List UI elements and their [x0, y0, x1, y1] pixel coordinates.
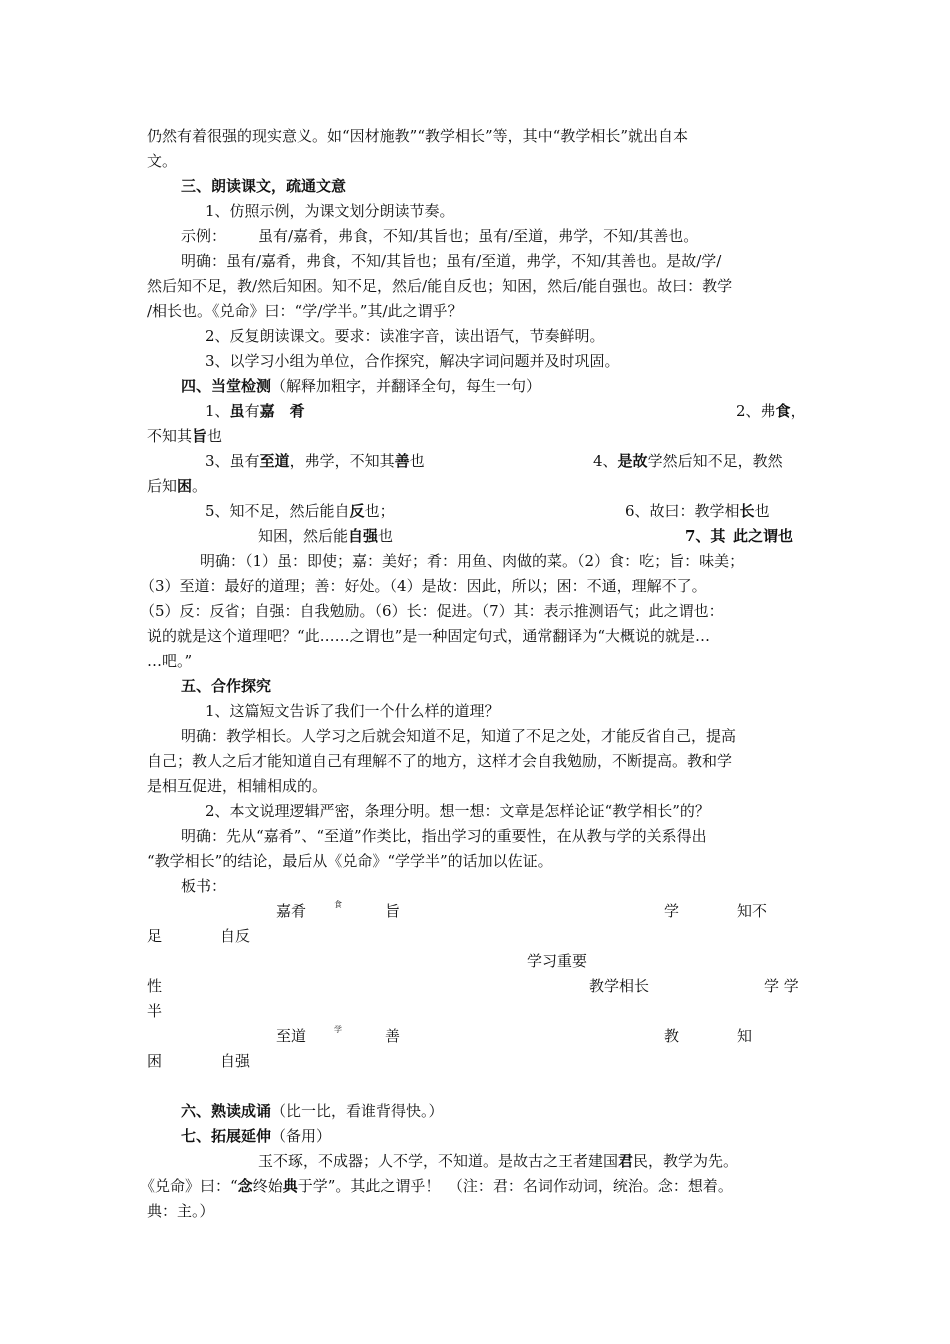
board-jiayao: 嘉肴: [276, 902, 307, 920]
s3-item-3: 3、以学习小组为单位，合作探究，解决字词问题并及时巩固。: [205, 352, 620, 370]
s5-question-2: 2、本文说理逻辑严密，条理分明。想一想：文章是怎样论证“教学相长”的？: [205, 802, 710, 820]
q5-bold-fan: 反: [349, 502, 365, 520]
board-zhi-know: 知: [737, 1027, 753, 1045]
q6-cont-ye: 也: [378, 527, 394, 545]
question-6: [625, 501, 770, 521]
q4-number: 4、: [593, 452, 618, 470]
question-5: [205, 501, 395, 521]
s4-answer-line-3: （5）反：反省；自强：自我勉励。（6）长：促进。（7）其：表示推测语气；此之谓也：: [140, 602, 724, 620]
q3-bold-shan: 善: [394, 452, 410, 470]
board-xing: 性: [147, 977, 163, 995]
section-7-note: （备用）: [271, 1127, 332, 1145]
s3-answer-line-2: 然后知不足，教/然后知困。知不足，然后/能自反也；知困，然后/能自强也。故曰：教学: [147, 277, 733, 295]
board-small-shi: 食: [334, 900, 342, 909]
board-zhi: 旨: [385, 902, 401, 920]
q5-text: 5、知不足，然后能自: [205, 502, 350, 520]
board-jiaoxue-xiangzhang: 教学相长: [589, 977, 650, 995]
board-shan: 善: [385, 1027, 401, 1045]
board-xue: 学: [664, 902, 680, 920]
board-ziqiang: 自强: [220, 1052, 251, 1070]
s7-line-1: [258, 1151, 738, 1171]
q4-cont-text: 后知: [147, 477, 178, 495]
s3-item-2: 2、反复朗读课文。要求：读准字音，读出语气，节奏鲜明。: [205, 327, 605, 345]
s7-l2-mid: 终始: [252, 1177, 283, 1195]
q3-ye: 也: [409, 452, 425, 470]
q4-text: 学然后知不足，教然: [647, 452, 783, 470]
s3-answer-line-1: 明确：虽有/嘉肴，弗食，不知/其旨也；虽有/至道，弗学，不知/其善也。是故/学/: [181, 252, 722, 270]
q3-text: 3、虽有: [205, 452, 260, 470]
board-label: 板书：: [181, 877, 227, 895]
board-small-xue: 学: [334, 1025, 342, 1034]
q6-ye: 也: [754, 502, 770, 520]
q6-bold-zhang: 长: [739, 502, 755, 520]
q1-bold-yao: 肴: [289, 402, 305, 420]
s4-answer-line-2: （3）至道：最好的道理；善：好处。（4）是故：因此，所以；困：不通，理解不了。: [140, 577, 707, 595]
q3-text-2: ，弗学，不知其: [289, 452, 395, 470]
question-3: [205, 451, 425, 471]
q2-text: 2、弗: [736, 402, 776, 420]
s3-answer-line-3: /相长也。《兑命》曰：“学/学半。”其/此之谓乎？: [147, 302, 463, 320]
question-6-cont: [258, 526, 393, 546]
q5-end: 也；: [364, 502, 395, 520]
s4-answer-line-1: 明确：（1）虽：即使；嘉：美好；肴：用鱼、肉做的菜。（2）食：吃；旨：味美；: [200, 552, 745, 570]
section-3-heading: 三、朗读课文，疏通文意: [181, 177, 347, 195]
q1-you: 有: [244, 402, 260, 420]
section-7-heading: 七、拓展延伸: [181, 1127, 272, 1145]
board-ban: 半: [147, 1002, 163, 1020]
s5-answer-1-line-2: 自己；教人之后才能知道自己有理解不了的地方，这样才会自我勉励，不断提高。教和学: [147, 752, 733, 770]
s5-answer-2-line-1: 明确：先从“嘉肴”、“至道”作类比，指出学习的重要性，在从教与学的关系得出: [181, 827, 707, 845]
s7-line-2: [140, 1176, 733, 1196]
q1-bold-jia: 嘉: [259, 402, 275, 420]
s7-l1-text: 玉不琢，不成器；人不学，不知道。是故古之王者建国: [258, 1152, 619, 1170]
s7-bold-nian: 念: [237, 1177, 253, 1195]
s7-l1-end: 民，教学为先。: [633, 1152, 739, 1170]
section-6-heading-line: [181, 1101, 444, 1121]
q6-bold-ziqiang: 自强: [348, 527, 379, 545]
s5-answer-1-line-1: 明确：教学相长。人学习之后就会知道不足，知道了不足之处，才能反省自己，提高: [181, 727, 737, 745]
q7-bold-phrase: 此之谓也: [732, 527, 793, 545]
question-2-cont: [147, 426, 222, 446]
s3-example-label: 示例：: [181, 227, 227, 245]
q4-bold-shigu: 是故: [617, 452, 648, 470]
q2-cont-text: 不知其: [147, 427, 193, 445]
section-4-heading-line: [181, 376, 541, 396]
q1-number: 1、: [205, 402, 230, 420]
q2-bold-shi: 食: [775, 402, 791, 420]
q6-cont-text: 知困，然后能: [258, 527, 349, 545]
board-xue-xue: 学 学: [764, 977, 799, 995]
question-7: [685, 526, 793, 546]
question-4: [593, 451, 783, 471]
intro-line-2: 文。: [147, 152, 178, 170]
board-jiao: 教: [664, 1027, 680, 1045]
q6-text: 6、故曰：教学相: [625, 502, 740, 520]
q3-bold-zhidao: 至道: [259, 452, 290, 470]
board-zifan: 自反: [220, 927, 251, 945]
board-zhidao: 至道: [276, 1027, 307, 1045]
section-6-note: （比一比，看谁背得快。）: [271, 1102, 444, 1120]
q1-bold-sui: 虽: [229, 402, 245, 420]
q2-comma: ，: [790, 402, 806, 420]
section-5-heading: 五、合作探究: [181, 677, 272, 695]
s4-answer-line-5: …吧。”: [147, 652, 193, 670]
section-7-heading-line: [181, 1126, 331, 1146]
s7-l2-end: 于学”。其此之谓乎！ （注：君：名词作动词，统治。念：想着。: [297, 1177, 733, 1195]
board-zu: 足: [147, 927, 163, 945]
board-zhibu: 知不: [737, 902, 768, 920]
q4-cont-end: 。: [192, 477, 208, 495]
q2-cont-ye: 也: [207, 427, 223, 445]
q4-bold-kun: 困: [177, 477, 193, 495]
question-4-cont: [147, 476, 207, 496]
s7-bold-jun: 君: [618, 1152, 634, 1170]
s7-bold-dian: 典: [282, 1177, 298, 1195]
s3-example-text: 虽有/嘉肴，弗食，不知/其旨也；虽有/至道，弗学，不知/其善也。: [258, 227, 699, 245]
s7-l2-text: 《兑命》曰：“: [140, 1177, 238, 1195]
q2-bold-zhi: 旨: [192, 427, 208, 445]
section-4-note: （解释加粗字，并翻译全句，每生一句）: [271, 377, 542, 395]
s4-answer-line-4: 说的就是这个道理吧？“此……之谓也”是一种固定句式，通常翻译为“大概说的就是…: [147, 627, 711, 645]
question-2: [736, 401, 806, 421]
s5-answer-1-line-3: 是相互促进，相辅相成的。: [147, 777, 328, 795]
section-6-heading: 六、熟读成诵: [181, 1102, 272, 1120]
board-xuexi-zhongyao: 学习重要: [527, 952, 588, 970]
s3-item-1: 1、仿照示例，为课文划分朗读节奏。: [205, 202, 455, 220]
question-1: [205, 401, 305, 421]
s7-line-3: 典：主。）: [147, 1202, 215, 1220]
s5-answer-2-line-2: “教学相长”的结论，最后从《兑命》“学学半”的话加以佐证。: [147, 852, 553, 870]
s5-question-1: 1、这篇短文告诉了我们一个什么样的道理？: [205, 702, 500, 720]
q7-text: 7、其: [685, 527, 726, 545]
board-kun: 困: [147, 1052, 163, 1070]
intro-line-1: 仍然有着很强的现实意义。如“因材施教”“教学相长”等，其中“教学相长”就出自本: [147, 127, 689, 145]
section-4-heading: 四、当堂检测: [181, 377, 272, 395]
